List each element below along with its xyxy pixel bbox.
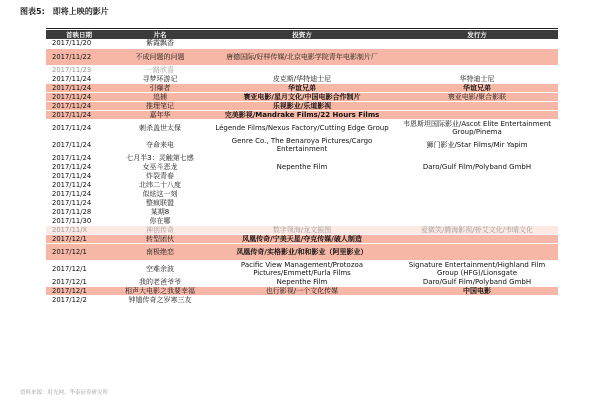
- table-body: [46, 39, 558, 304]
- cell-distributor: [396, 65, 558, 74]
- cell-date: 2017/11/24: [46, 119, 112, 136]
- table-row: [46, 189, 558, 198]
- cell-title: 转型团伙: [112, 234, 208, 243]
- cell-title: 南极绝恋: [112, 243, 208, 260]
- figure-label: 图表5:: [20, 7, 45, 16]
- table-row: [46, 136, 558, 153]
- col-header-distributor: 发行方: [396, 30, 558, 39]
- cell-investor: [208, 39, 396, 48]
- cell-date: 2017/11/24: [46, 171, 112, 180]
- cell-investor: 数字领海/龙文振图: [208, 225, 396, 234]
- cell-investor: [208, 207, 396, 216]
- cell-title: 钟馗传奇之岁寒三友: [112, 295, 208, 304]
- cell-investor: 皮克斯/华特迪士尼: [208, 74, 396, 83]
- col-header-date: 首映日期: [46, 30, 112, 39]
- cell-distributor: [396, 48, 558, 65]
- table-row: [46, 171, 558, 180]
- table-row: [46, 286, 558, 295]
- cell-title: 刺杀盖世太保: [112, 119, 208, 136]
- cell-date: 2017/11/24: [46, 162, 112, 171]
- cell-date: 2017/11/22: [46, 48, 112, 65]
- cell-date: 2017/12/1: [46, 234, 112, 243]
- cell-date: 2017/11/X: [46, 225, 112, 234]
- cell-date: 2017/11/24: [46, 101, 112, 110]
- cell-distributor: [396, 207, 558, 216]
- cell-investor: 完美影视/Mandrake Films/22 Hours Films: [208, 110, 396, 119]
- cell-title: 似炫这一刻: [112, 189, 208, 198]
- table-row: [46, 74, 558, 83]
- table-row: [46, 101, 558, 110]
- cell-date: 2017/12/1: [46, 260, 112, 277]
- cell-investor: Nepenthe Film: [208, 277, 396, 286]
- table-row: [46, 207, 558, 216]
- cell-distributor: 韦恩斯坦国际影业/Ascot Elite Entertainment Group/Pinema: [396, 119, 558, 136]
- cell-date: 2017/11/24: [46, 74, 112, 83]
- table-row: [46, 39, 558, 48]
- cell-date: 2017/11/24: [46, 180, 112, 189]
- col-header-investor: 投资方: [208, 30, 396, 39]
- top-rule: [46, 28, 558, 29]
- cell-title: 炸裂青春: [112, 171, 208, 180]
- cell-distributor: [396, 216, 558, 225]
- table-row: [46, 277, 558, 286]
- table-row: [46, 153, 558, 162]
- cell-investor: 唐德国际/好样传媒/北京电影学院青年电影制片厂: [208, 48, 396, 65]
- cell-distributor: 爱微笑/腾海影视/桥艾文化/韦晴文化: [396, 225, 558, 234]
- cell-distributor: [396, 198, 558, 207]
- cell-distributor: 华特迪士尼: [396, 74, 558, 83]
- table-row: [46, 110, 558, 119]
- cell-title: 我的老爸爷爷: [112, 277, 208, 286]
- cell-investor: 凤凰传奇/宁美天星/夺克传媒/破人制造: [208, 234, 396, 243]
- cell-title: 女巫斗恶龙: [112, 162, 208, 171]
- cell-date: 2017/11/24: [46, 92, 112, 101]
- cell-distributor: [396, 39, 558, 48]
- cell-title: 紫霞飘香: [112, 39, 208, 48]
- cell-investor: Légende Films/Nexus Factory/Cutting Edge Group: [208, 119, 396, 136]
- cell-date: 2017/11/24: [46, 153, 112, 162]
- cell-investor: 乐视影业/乐道影视: [208, 101, 396, 110]
- cell-investor: [208, 198, 396, 207]
- cell-investor: Nepenthe Film: [208, 162, 396, 171]
- cell-investor: [208, 65, 396, 74]
- cell-distributor: Daro/Gulf Film/Polyband GmbH: [396, 277, 558, 286]
- cell-distributor: 狮门影业/Star Films/Mir Yapim: [396, 136, 558, 153]
- cell-title: 推理笔记: [112, 101, 208, 110]
- cell-distributor: [396, 153, 558, 162]
- cell-distributor: Signature Entertainment/Highland Film Group (HFG)/Lionsgate: [396, 260, 558, 277]
- cell-distributor: 华谊兄弟: [396, 83, 558, 92]
- cell-investor: 寰亚电影/星月文化/中国电影合作制片: [208, 92, 396, 101]
- cell-distributor: [396, 295, 558, 304]
- cell-investor: [208, 216, 396, 225]
- table-row: [46, 119, 558, 136]
- table-row: [46, 216, 558, 225]
- cell-investor: Genre Co., The Benaroya Pictures/Cargo Entertainment: [208, 136, 396, 153]
- cell-distributor: [396, 110, 558, 119]
- cell-title: 寻梦环游记: [112, 74, 208, 83]
- cell-title: 不成问题的问题: [112, 48, 208, 65]
- cell-title: 追捕: [112, 92, 208, 101]
- cell-distributor: [396, 180, 558, 189]
- cell-title: 北纬二十八度: [112, 180, 208, 189]
- source-note: 资料来源：时光网，华泰证券研究所: [20, 390, 109, 396]
- cell-date: 2017/12/1: [46, 286, 112, 295]
- cell-date: 2017/11/24: [46, 110, 112, 119]
- cell-date: 2017/12/1: [46, 243, 112, 260]
- cell-title: 嘉年华: [112, 110, 208, 119]
- cell-distributor: [396, 101, 558, 110]
- cell-investor: [208, 171, 396, 180]
- cell-title: 神创传奇: [112, 225, 208, 234]
- cell-distributor: Daro/Gulf Film/Polyband GmbH: [396, 162, 558, 171]
- table-row: [46, 225, 558, 234]
- cell-distributor: 中国电影: [396, 286, 558, 295]
- cell-date: 2017/11/24: [46, 136, 112, 153]
- cell-investor: 华谊兄弟: [208, 83, 396, 92]
- cell-distributor: 寰亚电影/聚合影联: [396, 92, 558, 101]
- cell-title: 相声大电影之我要幸福: [112, 286, 208, 295]
- release-table: [46, 30, 558, 305]
- cell-distributor: [396, 171, 558, 180]
- cell-investor: [208, 180, 396, 189]
- cell-date: 2017/11/24: [46, 83, 112, 92]
- table-row: [46, 260, 558, 277]
- table-row: [46, 295, 558, 304]
- table-row: [46, 83, 558, 92]
- cell-investor: 凤凰传奇/实格影业/和和影业（阿里影业）: [208, 243, 396, 260]
- table-header-row: [46, 30, 558, 39]
- cell-date: 2017/12/1: [46, 277, 112, 286]
- table-row: [46, 180, 558, 189]
- table-row: [46, 65, 558, 74]
- cell-title: 某期8: [112, 207, 208, 216]
- cell-title: 一路欣喜: [112, 65, 208, 74]
- table-row: [46, 243, 558, 260]
- cell-title: 夺命来电: [112, 136, 208, 153]
- table-row: [46, 162, 558, 171]
- table-row: [46, 198, 558, 207]
- cell-date: 2017/11/30: [46, 216, 112, 225]
- cell-title: 你在哪: [112, 216, 208, 225]
- table-row: [46, 234, 558, 243]
- cell-date: 2017/11/24: [46, 198, 112, 207]
- cell-date: 2017/11/20: [46, 39, 112, 48]
- cell-title: 空难余波: [112, 260, 208, 277]
- col-header-title: 片名: [112, 30, 208, 39]
- table-row: [46, 92, 558, 101]
- cell-distributor: [396, 243, 558, 260]
- cell-title: 七月半3：灵触第七感: [112, 153, 208, 162]
- cell-date: 2017/11/28: [46, 207, 112, 216]
- cell-date: 2017/11/23: [46, 65, 112, 74]
- figure-header: [20, 6, 117, 17]
- cell-title: 整疯联盟: [112, 198, 208, 207]
- cell-investor: [208, 153, 396, 162]
- cell-title: 引爆者: [112, 83, 208, 92]
- figure-title: 即将上映的影片: [52, 7, 109, 16]
- cell-investor: [208, 189, 396, 198]
- cell-investor: 也行影视/一个文化传媒: [208, 286, 396, 295]
- cell-date: 2017/12/2: [46, 295, 112, 304]
- cell-investor: [208, 295, 396, 304]
- cell-date: 2017/11/24: [46, 189, 112, 198]
- cell-distributor: [396, 234, 558, 243]
- cell-distributor: [396, 189, 558, 198]
- cell-investor: Pacific View Management/Protozoa Pictures/Emmett/Furla Films: [208, 260, 396, 277]
- table-row: [46, 48, 558, 65]
